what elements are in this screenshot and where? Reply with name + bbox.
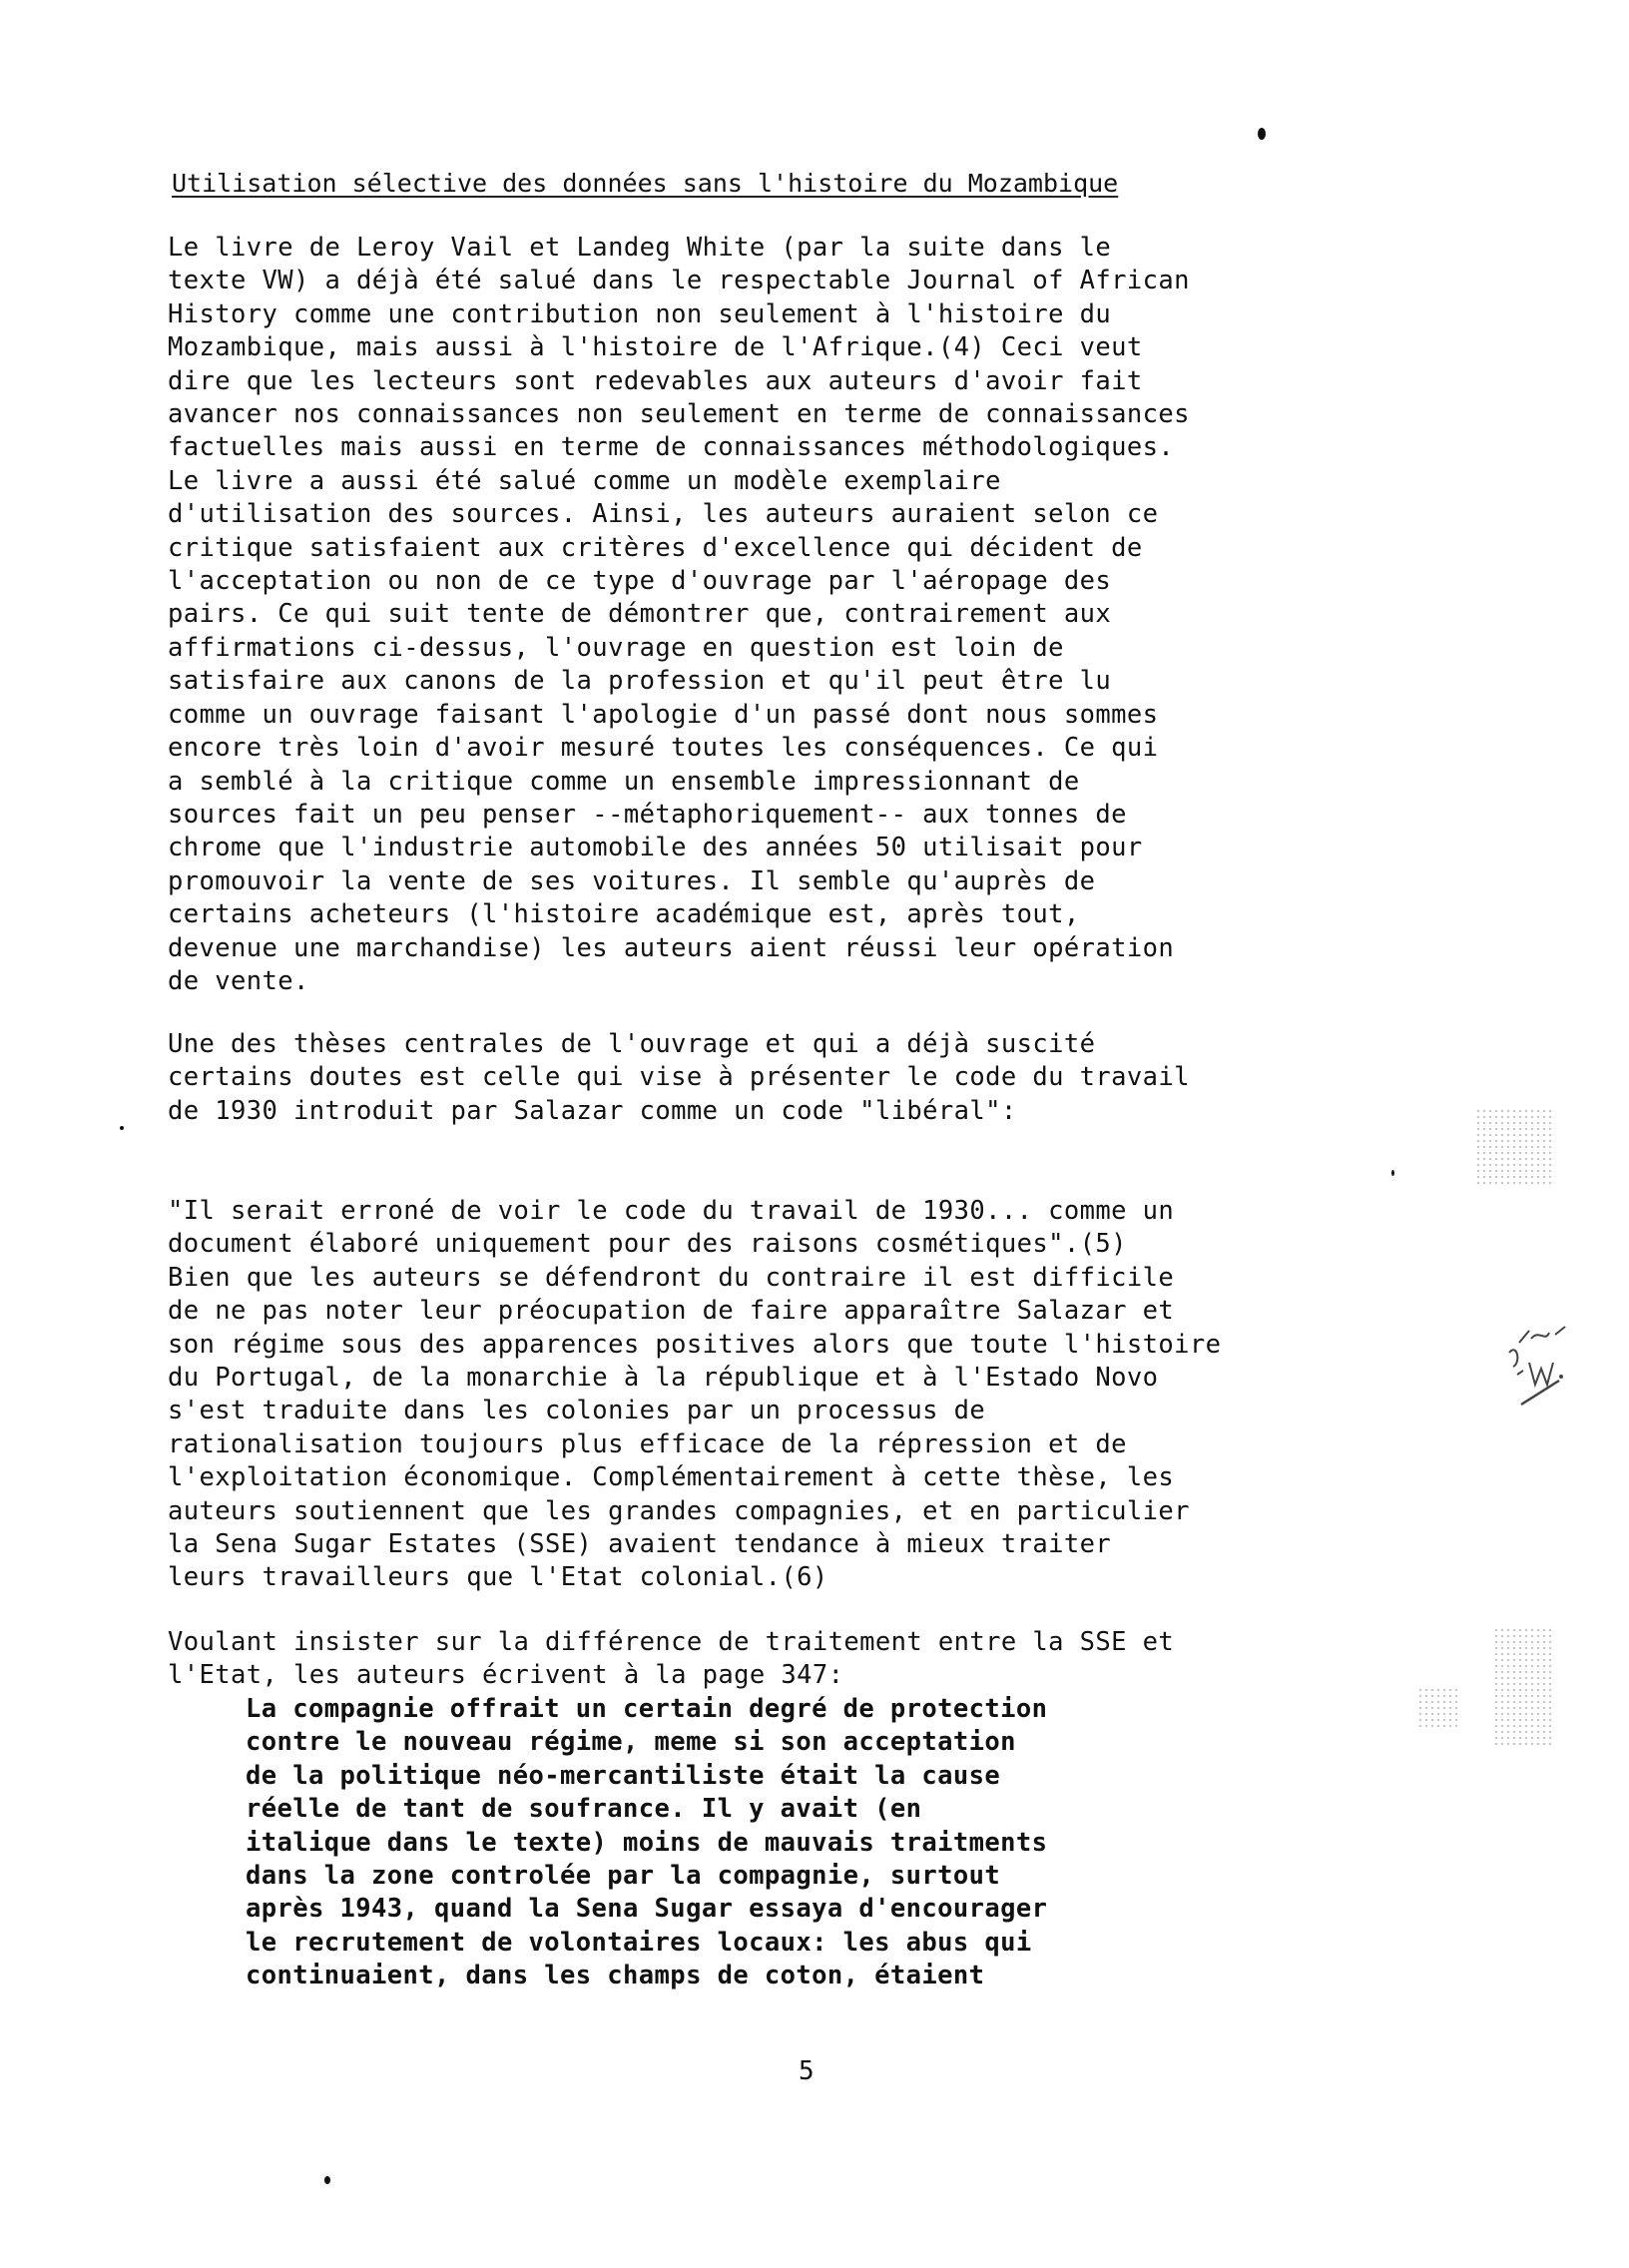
text-line: devenue une marchandise) les auteurs aient réussi leur opération bbox=[168, 932, 1175, 963]
paragraph-3 bbox=[168, 1195, 1465, 1595]
text-line: de la politique néo-mercantiliste était la cause bbox=[246, 1760, 1001, 1791]
text-line: de ne pas noter leur préocupation de faire apparaître Salazar et bbox=[168, 1296, 1175, 1327]
ink-dot bbox=[1258, 128, 1266, 140]
text-line: Voulant insister sur la différence de traitement entre la SSE et bbox=[168, 1627, 1175, 1657]
text-line: critique satisfaient aux critères d'excellence qui décident de bbox=[168, 532, 1143, 563]
text-line: la Sena Sugar Estates (SSE) avaient tendance à mieux traiter bbox=[168, 1529, 1112, 1560]
handwritten-margin-note bbox=[1499, 1323, 1577, 1413]
text-line: document élaboré uniquement pour des raisons cosmétiques".(5) bbox=[168, 1229, 1127, 1260]
text-line: "Il serait erroné de voir le code du travail de 1930... comme un bbox=[168, 1196, 1175, 1226]
scan-noise bbox=[1417, 1687, 1457, 1727]
ink-dot bbox=[324, 2176, 330, 2184]
scan-noise bbox=[1493, 1627, 1553, 1747]
scan-noise bbox=[1475, 1108, 1555, 1188]
text-line: dire que les lecteurs sont redevables aux auteurs d'avoir fait bbox=[168, 365, 1143, 396]
ink-dot bbox=[120, 1126, 124, 1130]
text-line: comme un ouvrage faisant l'apologie d'un passé dont nous sommes bbox=[168, 699, 1159, 730]
text-line: History comme une contribution non seulement à l'histoire du bbox=[168, 298, 1112, 329]
text-line: italique dans le texte) moins de mauvais traitments bbox=[246, 1827, 1048, 1858]
text-line: de vente. bbox=[168, 965, 309, 996]
text-line: Une des thèses centrales de l'ouvrage et qui a déjà suscité bbox=[168, 1029, 1096, 1059]
text-line: de 1930 introduit par Salazar comme un code "libéral": bbox=[168, 1095, 1017, 1126]
paragraph-4 bbox=[168, 1626, 1465, 1693]
text-line: d'utilisation des sources. Ainsi, les auteurs auraient selon ce bbox=[168, 499, 1159, 530]
text-line: s'est traduite dans les colonies par un processus de bbox=[168, 1396, 986, 1426]
text-line: affirmations ci-dessus, l'ouvrage en question est loin de bbox=[168, 632, 1064, 663]
text-line: Bien que les auteurs se défendront du contraire il est difficile bbox=[168, 1262, 1175, 1293]
text-line: l'Etat, les auteurs écrivent à la page 347: bbox=[168, 1660, 844, 1691]
text-line: contre le nouveau régime, meme si son acceptation bbox=[246, 1727, 1016, 1758]
text-line: texte VW) a déjà été salué dans le respectable Journal of African bbox=[168, 266, 1190, 296]
block-quote bbox=[246, 1693, 1543, 1993]
text-line: après 1943, quand la Sena Sugar essaya d'encourager bbox=[246, 1894, 1048, 1925]
paragraph-2 bbox=[168, 1028, 1465, 1128]
handwriting-scribble bbox=[1499, 1323, 1577, 1413]
paragraph-1 bbox=[168, 232, 1465, 998]
text-line: satisfaire aux canons de la profession et qu'il peut être lu bbox=[168, 666, 1112, 697]
text-line: pairs. Ce qui suit tente de démontrer que, contrairement aux bbox=[168, 599, 1112, 630]
text-line: avancer nos connaissances non seulement en terme de connaissances bbox=[168, 399, 1190, 430]
ink-dot bbox=[1391, 1170, 1394, 1176]
text-line: chrome que l'industrie automobile des années 50 utilisait pour bbox=[168, 833, 1143, 863]
text-line: promouvoir la vente de ses voitures. Il semble qu'auprès de bbox=[168, 865, 1096, 896]
text-line: factuelles mais aussi en terme de connaissances méthodologiques. bbox=[168, 432, 1175, 463]
text-line: dans la zone controlée par la compagnie, surtout bbox=[246, 1861, 1001, 1892]
text-line: leurs travailleurs que l'Etat colonial.(6) bbox=[168, 1562, 828, 1593]
text-line: sources fait un peu penser --métaphoriquement-- aux tonnes de bbox=[168, 799, 1127, 830]
text-line: continuaient, dans les champs de coton, étaient bbox=[246, 1961, 985, 1991]
text-line: rationalisation toujours plus efficace de la répression et de bbox=[168, 1428, 1127, 1459]
text-line: l'acceptation ou non de ce type d'ouvrage par l'aéropage des bbox=[168, 566, 1112, 597]
text-line: certains doutes est celle qui vise à présenter le code du travail bbox=[168, 1062, 1190, 1093]
text-line: le recrutement de volontaires locaux: les abus qui bbox=[246, 1927, 1032, 1958]
text-line: encore très loin d'avoir mesuré toutes les conséquences. Ce qui bbox=[168, 733, 1159, 764]
text-line: Mozambique, mais aussi à l'histoire de l'Afrique.(4) Ceci veut bbox=[168, 332, 1143, 363]
text-line: Le livre de Leroy Vail et Landeg White (par la suite dans le bbox=[168, 233, 1112, 263]
text-line: La compagnie offrait un certain degré de protection bbox=[246, 1694, 1048, 1724]
text-line: du Portugal, de la monarchie à la république et à l'Estado Novo bbox=[168, 1363, 1159, 1394]
text-line: certains acheteurs (l'histoire académique est, après tout, bbox=[168, 899, 1080, 930]
page-number: 5 bbox=[799, 2056, 814, 2086]
text-line: Le livre a aussi été salué comme un modèle exemplaire bbox=[168, 465, 1001, 496]
text-line: auteurs soutiennent que les grandes compagnies, et en particulier bbox=[168, 1495, 1190, 1526]
text-line: réelle de tant de soufrance. Il y avait (en bbox=[246, 1794, 922, 1825]
text-line: a semblé à la critique comme un ensemble impressionnant de bbox=[168, 766, 1080, 797]
document-title: Utilisation sélective des données sans l'histoire du Mozambique bbox=[172, 169, 1119, 198]
text-line: son régime sous des apparences positives alors que toute l'histoire bbox=[168, 1329, 1222, 1360]
text-line: l'exploitation économique. Complémentairement à cette thèse, les bbox=[168, 1462, 1175, 1493]
